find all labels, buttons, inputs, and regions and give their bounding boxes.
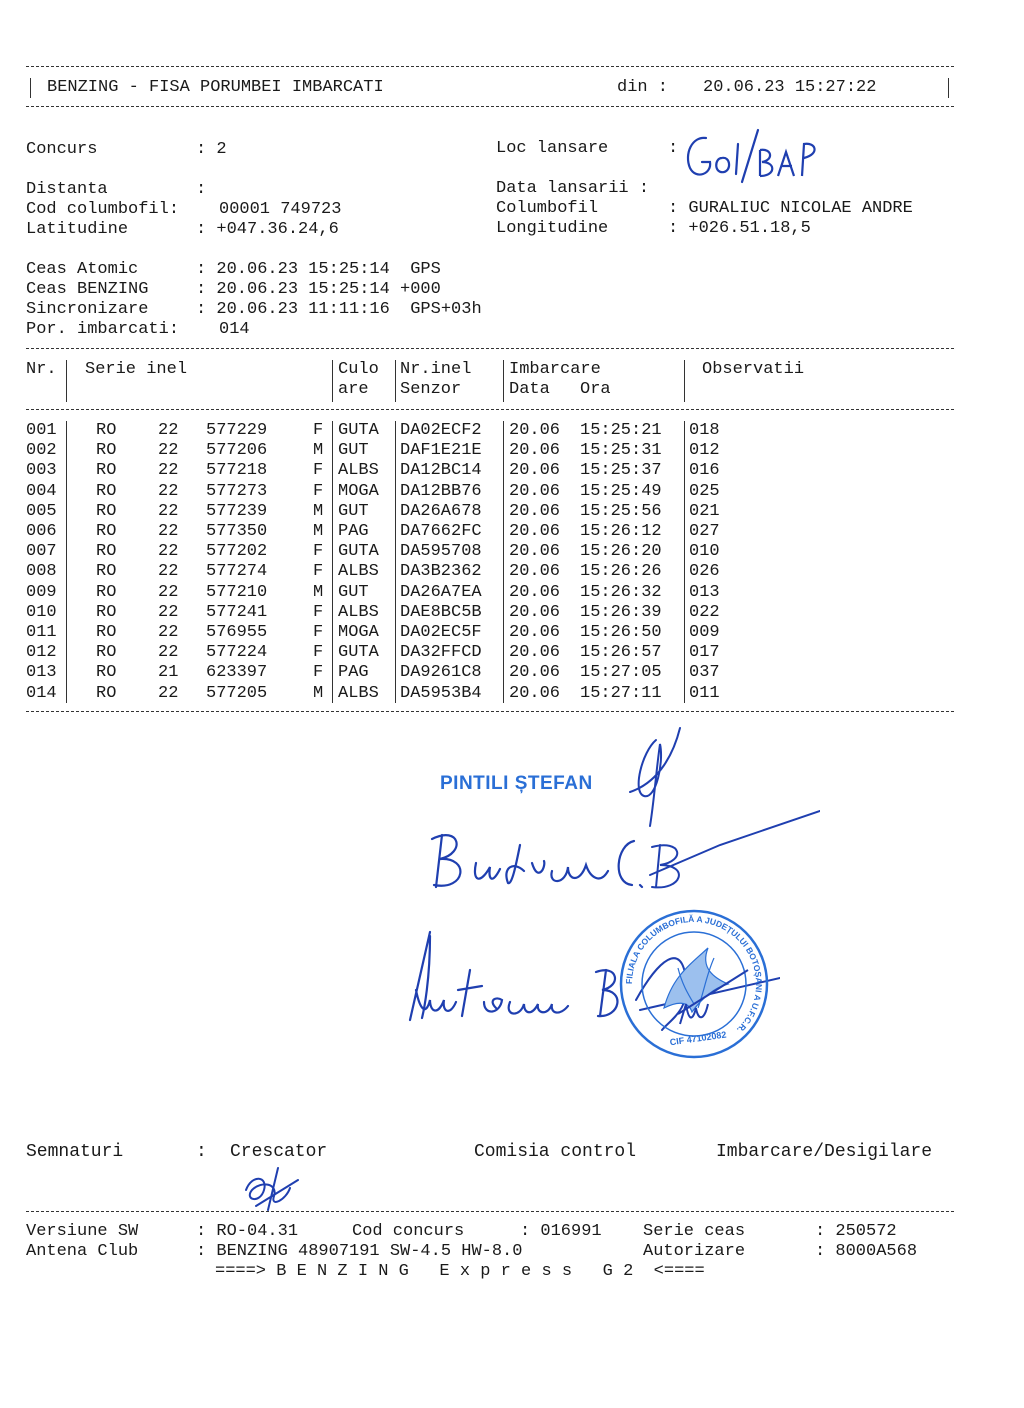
cell-data: 20.06	[509, 461, 561, 481]
cell-culoare: GUT	[338, 441, 369, 461]
cell-sex: M	[313, 582, 324, 602]
cell-ora: 15:25:56	[580, 501, 662, 521]
cod-concurs-value: : 016991	[520, 1222, 602, 1241]
cell-tara: RO	[96, 582, 117, 602]
cell-data: 20.06	[509, 542, 561, 562]
col-separator	[684, 360, 685, 402]
semnaturi-label: Semnaturi	[26, 1142, 124, 1162]
concurs-value: : 2	[196, 140, 227, 159]
cell-nr: 006	[26, 522, 57, 541]
cell-tara: RO	[96, 522, 117, 541]
cell-sex: F	[313, 421, 324, 440]
cell-data: 20.06	[509, 562, 561, 582]
cell-sex: M	[313, 501, 324, 521]
col-header-culoare-2: are	[338, 380, 369, 399]
cell-tara: RO	[96, 683, 117, 703]
cell-ora: 15:27:11	[580, 683, 662, 703]
cell-sex: F	[313, 481, 324, 501]
cell-observatii: 012	[689, 441, 720, 461]
col-separator	[503, 360, 504, 402]
cell-ora: 15:26:12	[580, 522, 662, 541]
cell-observatii: 022	[689, 602, 720, 622]
cod-columbofil-label: Cod columbofil:	[26, 200, 180, 219]
cell-nr: 012	[26, 643, 57, 663]
distanta-label: Distanta	[26, 180, 108, 199]
club-seal	[618, 908, 770, 1060]
cell-culoare: GUTA	[338, 421, 379, 440]
cell-observatii: 017	[689, 643, 720, 663]
cell-data: 20.06	[509, 522, 561, 541]
col-header-inel-1: Nr.inel	[400, 360, 472, 379]
cell-observatii: 027	[689, 522, 720, 541]
cell-data: 20.06	[509, 421, 561, 440]
col-header-nr: Nr.	[26, 360, 57, 379]
cell-an: 22	[158, 441, 179, 461]
longitudine-value: : +026.51.18,5	[668, 219, 811, 238]
cell-culoare: PAG	[338, 663, 369, 683]
cell-data: 20.06	[509, 663, 561, 683]
cell-inel: 577241	[206, 602, 268, 622]
cell-observatii: 016	[689, 461, 720, 481]
columbofil-value: : GURALIUC NICOLAE ANDRE	[668, 199, 913, 218]
cell-nr: 008	[26, 562, 57, 582]
col-separator	[684, 421, 685, 703]
cell-sex: F	[313, 461, 324, 481]
cell-senzor: DA02EC5F	[400, 623, 482, 642]
cell-observatii: 011	[689, 683, 720, 703]
ceas-atomic-label: Ceas Atomic	[26, 260, 139, 279]
cell-inel: 577239	[206, 501, 268, 521]
data-lansarii-label: Data lansarii :	[496, 179, 650, 198]
cell-data: 20.06	[509, 481, 561, 501]
cell-culoare: MOGA	[338, 623, 379, 642]
cell-tara: RO	[96, 501, 117, 521]
cell-tara: RO	[96, 542, 117, 562]
semnaturi-sep: :	[196, 1142, 207, 1162]
col-separator	[395, 421, 396, 703]
cell-senzor: DA12BB76	[400, 481, 482, 501]
cell-nr: 001	[26, 421, 57, 440]
cell-nr: 005	[26, 501, 57, 521]
autorizare-value: : 8000A568	[815, 1242, 918, 1261]
cell-senzor: DA3B2362	[400, 562, 482, 582]
ceas-benzing-value: : 20.06.23 15:25:14 +000	[196, 280, 441, 299]
report-title: BENZING - FISA PORUMBEI IMBARCATI	[47, 78, 384, 97]
col-separator	[66, 360, 67, 402]
cell-senzor: DA12BC14	[400, 461, 482, 481]
cell-inel: 576955	[206, 623, 268, 642]
cell-senzor: DAE8BC5B	[400, 602, 482, 622]
signature-crescator	[238, 1160, 308, 1216]
cell-senzor: DA26A7EA	[400, 582, 482, 602]
stamp-name: PINTILI ȘTEFAN	[440, 773, 593, 794]
serie-ceas-value: : 250572	[815, 1222, 897, 1241]
cod-concurs-label: Cod concurs	[352, 1222, 465, 1241]
cell-ora: 15:25:21	[580, 421, 662, 440]
cell-nr: 002	[26, 441, 57, 461]
cell-an: 21	[158, 663, 179, 683]
header-right-bar	[948, 78, 949, 98]
cell-observatii: 018	[689, 421, 720, 440]
ceas-benzing-label: Ceas BENZING	[26, 280, 149, 299]
cell-tara: RO	[96, 562, 117, 582]
distanta-value: :	[196, 180, 207, 199]
cell-senzor: DA32FFCD	[400, 643, 482, 663]
cell-an: 22	[158, 421, 179, 440]
cell-an: 22	[158, 623, 179, 642]
cell-ora: 15:26:50	[580, 623, 662, 642]
benzing-express-banner: ====> B E N Z I N G E x p r e s s G 2 <====	[215, 1262, 705, 1281]
porumbei-imbarcati-value: 014	[219, 320, 250, 339]
seal-cif: CIF 47102082	[669, 1029, 728, 1048]
col-separator	[395, 360, 396, 402]
cell-culoare: GUTA	[338, 542, 379, 562]
cell-an: 22	[158, 582, 179, 602]
cell-an: 22	[158, 522, 179, 541]
cell-tara: RO	[96, 461, 117, 481]
cell-ora: 15:27:05	[580, 663, 662, 683]
cell-nr: 007	[26, 542, 57, 562]
cell-inel: 577210	[206, 582, 268, 602]
cell-data: 20.06	[509, 643, 561, 663]
report-datetime: 20.06.23 15:27:22	[703, 78, 877, 97]
cell-sex: F	[313, 663, 324, 683]
cell-ora: 15:26:26	[580, 562, 662, 582]
cell-inel: 577205	[206, 683, 268, 703]
cell-data: 20.06	[509, 683, 561, 703]
loc-lansare-label: Loc lansare	[496, 139, 609, 158]
cell-observatii: 009	[689, 623, 720, 642]
cell-senzor: DA02ECF2	[400, 421, 482, 440]
cell-tara: RO	[96, 481, 117, 501]
divider	[26, 106, 954, 107]
date-label: din :	[617, 78, 669, 97]
cell-inel: 623397	[206, 663, 268, 683]
cell-an: 22	[158, 481, 179, 501]
cell-observatii: 037	[689, 663, 720, 683]
cell-ora: 15:26:57	[580, 643, 662, 663]
cell-tara: RO	[96, 643, 117, 663]
divider	[26, 409, 954, 410]
cell-observatii: 025	[689, 481, 720, 501]
cell-tara: RO	[96, 623, 117, 642]
divider	[26, 348, 954, 349]
cell-nr: 009	[26, 582, 57, 602]
cell-nr: 014	[26, 683, 57, 703]
cell-nr: 010	[26, 602, 57, 622]
cell-an: 22	[158, 643, 179, 663]
cell-sex: F	[313, 602, 324, 622]
versiune-sw-value: : RO-04.31	[196, 1222, 299, 1241]
sincronizare-value: : 20.06.23 11:11:16 GPS+03h	[196, 300, 482, 319]
cell-observatii: 026	[689, 562, 720, 582]
ceas-atomic-value: : 20.06.23 15:25:14 GPS	[196, 260, 441, 279]
cell-sex: M	[313, 683, 324, 703]
signature-budiane	[420, 805, 820, 900]
col-header-data: Data	[509, 380, 550, 399]
cell-inel: 577218	[206, 461, 268, 481]
cell-inel: 577273	[206, 481, 268, 501]
cell-sex: F	[313, 542, 324, 562]
col-header-inel-2: Senzor	[400, 380, 462, 399]
cell-culoare: PAG	[338, 522, 369, 541]
cell-sex: M	[313, 522, 324, 541]
divider	[26, 1211, 954, 1212]
cell-ora: 15:26:20	[580, 542, 662, 562]
cell-ora: 15:25:37	[580, 461, 662, 481]
latitudine-value: : +047.36.24,6	[196, 220, 339, 239]
cell-ora: 15:25:49	[580, 481, 662, 501]
seal-text: FILIALA COLUMBOFILĂ A JUDEȚULUI BOTOȘANI A U.F.C.R.	[623, 913, 765, 1036]
cell-culoare: ALBS	[338, 562, 379, 582]
cell-observatii: 010	[689, 542, 720, 562]
concurs-label: Concurs	[26, 140, 98, 159]
cell-an: 22	[158, 602, 179, 622]
cell-data: 20.06	[509, 623, 561, 642]
cell-inel: 577206	[206, 441, 268, 461]
cell-culoare: GUTA	[338, 643, 379, 663]
cell-senzor: DA5953B4	[400, 683, 482, 703]
cell-ora: 15:26:32	[580, 582, 662, 602]
cell-inel: 577229	[206, 421, 268, 440]
loc-lansare-text: Golbap	[678, 184, 682, 185]
cell-sex: F	[313, 623, 324, 642]
cell-senzor: DA7662FC	[400, 522, 482, 541]
cell-tara: RO	[96, 441, 117, 461]
cell-culoare: GUT	[338, 582, 369, 602]
cell-culoare: GUT	[338, 501, 369, 521]
cell-sex: F	[313, 643, 324, 663]
porumbei-imbarcati-label: Por. imbarcati:	[26, 320, 180, 339]
cell-senzor: DA26A678	[400, 501, 482, 521]
col-separator	[332, 421, 333, 703]
col-separator	[66, 421, 67, 703]
cell-nr: 011	[26, 623, 57, 642]
divider	[26, 711, 954, 712]
divider	[26, 66, 954, 67]
cell-culoare: ALBS	[338, 461, 379, 481]
cell-ora: 15:26:39	[580, 602, 662, 622]
cell-an: 22	[158, 562, 179, 582]
latitudine-label: Latitudine	[26, 220, 129, 239]
cell-data: 20.06	[509, 602, 561, 622]
cell-inel: 577202	[206, 542, 268, 562]
cell-an: 22	[158, 683, 179, 703]
cell-tara: RO	[96, 602, 117, 622]
autorizare-label: Autorizare	[643, 1242, 746, 1261]
cell-data: 20.06	[509, 441, 561, 461]
imbarcare-desigilare-label: Imbarcare/Desigilare	[716, 1142, 933, 1162]
cell-nr: 004	[26, 481, 57, 501]
cell-an: 22	[158, 461, 179, 481]
cell-data: 20.06	[509, 501, 561, 521]
cell-inel: 577224	[206, 643, 268, 663]
loc-lansare-sep: :	[668, 139, 679, 158]
cell-inel: 577350	[206, 522, 268, 541]
cell-observatii: 013	[689, 582, 720, 602]
serie-ceas-label: Serie ceas	[643, 1222, 746, 1241]
comisia-control-label: Comisia control	[474, 1142, 637, 1162]
col-header-culoare-1: Culo	[338, 360, 379, 379]
col-separator	[332, 360, 333, 402]
antena-club-value: : BENZING 48907191 SW-4.5 HW-8.0	[196, 1242, 523, 1261]
cell-data: 20.06	[509, 582, 561, 602]
cell-sex: M	[313, 441, 324, 461]
cell-nr: 013	[26, 663, 57, 683]
sincronizare-label: Sincronizare	[26, 300, 149, 319]
col-header-imbarcare: Imbarcare	[509, 360, 601, 379]
cell-culoare: ALBS	[338, 683, 379, 703]
col-header-serie: Serie inel	[85, 360, 188, 379]
longitudine-label: Longitudine	[496, 219, 609, 238]
cell-an: 22	[158, 542, 179, 562]
col-header-ora: Ora	[580, 380, 611, 399]
header-left-bar	[30, 78, 31, 98]
cell-tara: RO	[96, 421, 117, 440]
cod-columbofil-value: 00001 749723	[219, 200, 342, 219]
cell-tara: RO	[96, 663, 117, 683]
cell-senzor: DA595708	[400, 542, 482, 562]
cell-an: 22	[158, 501, 179, 521]
cell-senzor: DAF1E21E	[400, 441, 482, 461]
versiune-sw-label: Versiune SW	[26, 1222, 139, 1241]
cell-senzor: DA9261C8	[400, 663, 482, 683]
cell-ora: 15:25:31	[580, 441, 662, 461]
cell-sex: F	[313, 562, 324, 582]
cell-culoare: MOGA	[338, 481, 379, 501]
cell-culoare: ALBS	[338, 602, 379, 622]
col-separator	[503, 421, 504, 703]
cell-nr: 003	[26, 461, 57, 481]
columbofil-label: Columbofil	[496, 199, 599, 218]
col-header-observatii: Observatii	[702, 360, 805, 379]
crescator-label: Crescator	[230, 1142, 328, 1162]
antena-club-label: Antena Club	[26, 1242, 139, 1261]
cell-observatii: 021	[689, 501, 720, 521]
cell-inel: 577274	[206, 562, 268, 582]
loc-lansare-handwritten	[678, 124, 828, 186]
